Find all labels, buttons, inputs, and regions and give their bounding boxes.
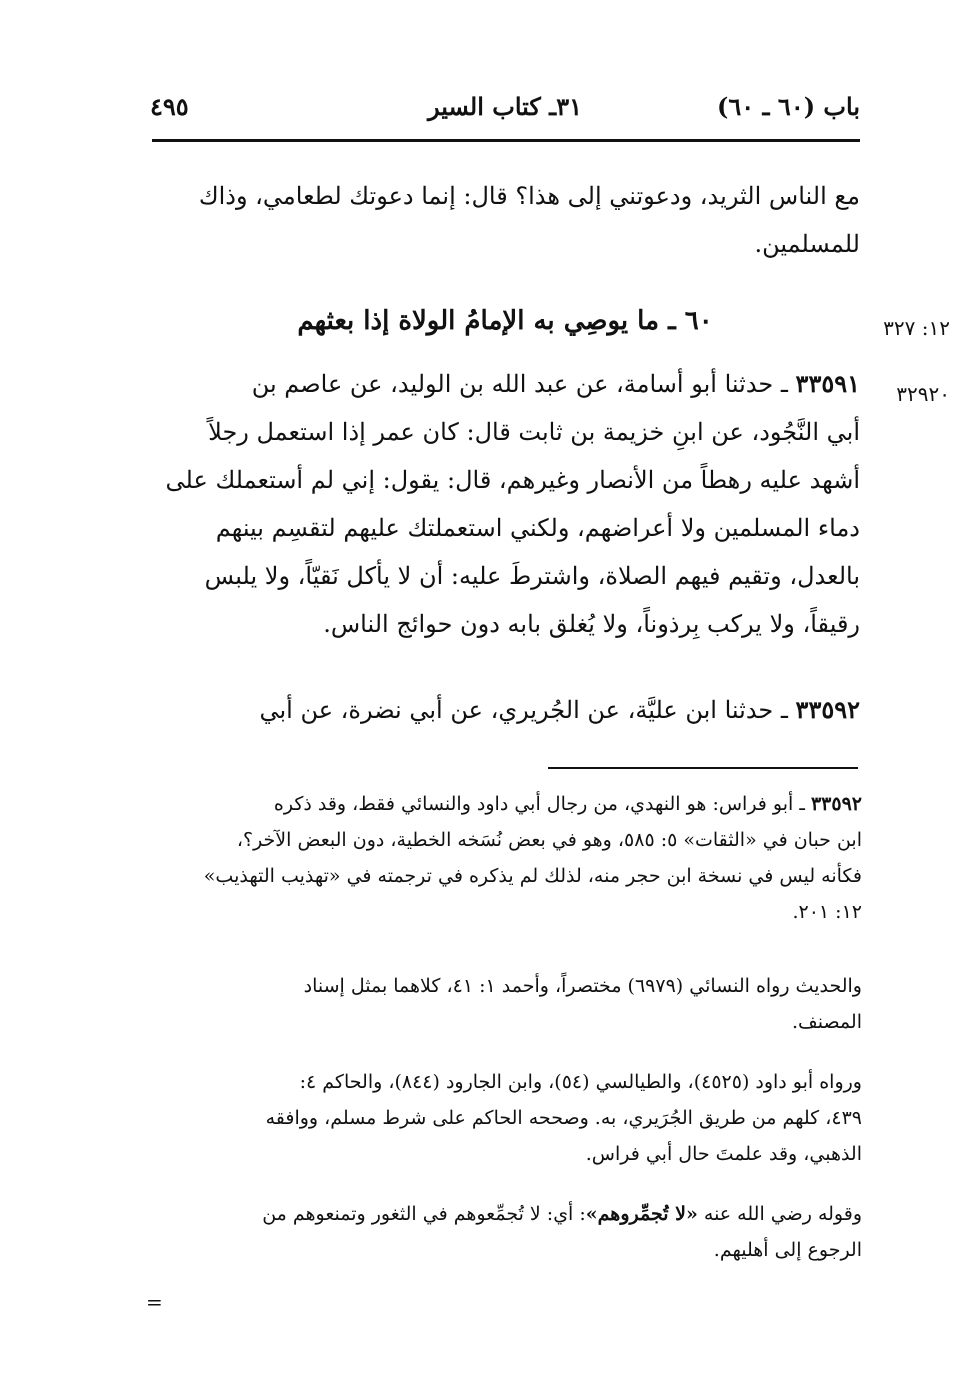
text-fragment: : أي: لا تُجمِّعوهم في الثغور وتمنعوهم من [262,1203,586,1225]
footnote-line [150,1196,862,1232]
chapter-margin-reference: ١٢: ٣٢٧ [883,316,950,340]
hadith-number: ٣٣٥٩١ [795,369,860,398]
text-fragment: ـ حدثنا أبو أسامة، عن عبد الله بن الوليد، عن عاصم بن [251,370,796,398]
hadith-paragraph [150,360,860,648]
text-line: للمسلمين. [754,230,860,258]
header-chapter-range: باب (٦٠ ـ ٦٠) [717,92,860,121]
footnote [150,1064,862,1172]
header-book-title: ٣١ـ كتاب السير [428,92,582,121]
text-line: بالعدل، وتقيم فيهم الصلاة، واشترطَ عليه: أن لا يأكل نَقيّاً، ولا يلبس [204,562,860,590]
hadith-paragraph [150,686,860,734]
quoted-phrase: «لا تُجمِّروهم» [585,1203,698,1225]
footnote-line: فكأنه ليس في نسخة ابن حجر منه، لذلك لم يذكره في ترجمته في «تهذيب التهذيب» [203,865,862,887]
footnote [150,1196,862,1268]
text-line: أشهد عليه رهطاً من الأنصار وغيرهم، قال: يقول: إني لم أستعملك على [165,466,860,494]
text-line [150,686,860,734]
footnote [150,968,862,1040]
footnote-separator [548,767,858,769]
footnote-line: ابن حبان في «الثقات» ٥: ٥٨٥، وهو في بعض نُسَخه الخطية، دون البعض الآخر؟، [236,829,862,851]
text-fragment: ـ أبو فراس: هو النهدي، من رجال أبي داود والنسائي فقط، وقد ذكره [273,793,811,815]
footnote-line [150,786,862,822]
text-line: دماء المسلمين ولا أعراضهم، ولكني استعملتك عليهم لتقسِم بينهم [215,514,860,542]
header-rule [152,139,860,142]
footnote-line: والحديث رواه النسائي (٦٩٧٩) مختصراً، وأحمد ١: ٤١، كلاهما بمثل إسناد [303,975,862,997]
text-fragment: وقوله رضي الله عنه [697,1203,862,1225]
footnote-line: ١٢: ٢٠١. [792,901,862,923]
hadith-number: ٣٣٥٩٢ [795,695,860,724]
footnote [150,786,862,930]
chapter-heading: ٦٠ ـ ما يوصِي به الإمامُ الولاة إذا بعثهم [297,306,713,336]
footnote-line: ٤٣٩، كلهم من طريق الجُرَيري، به. وصححه الحاكم على شرط مسلم، ووافقه [265,1107,862,1129]
intro-paragraph [150,172,860,268]
hadith-margin-reference: ٣٢٩٢٠ [896,382,950,406]
text-fragment: ـ حدثنا ابن عليَّة، عن الجُريري، عن أبي نضرة، عن أبي [259,696,796,724]
text-line: أبي النَّجُود، عن ابنِ خزيمة بن ثابت قال: كان عمر إذا استعمل رجلاً [208,418,860,446]
footnote-line: ورواه أبو داود (٤٥٢٥)، والطيالسي (٥٤)، وابن الجارود (٨٤٤)، والحاكم ٤: [299,1071,862,1093]
continuation-mark: = [146,1290,163,1314]
footnote-line: المصنف. [792,1011,862,1033]
text-line [150,360,860,408]
footnote-line: الذهبي، وقد علمتَ حال أبي فراس. [585,1143,862,1165]
footnote-number: ٣٣٥٩٢ [810,793,862,815]
text-line: رقيقاً، ولا يركب بِرذوناً، ولا يُغلق بابه دون حوائج الناس. [323,610,860,638]
text-line: مع الناس الثريد، ودعوتني إلى هذا؟ قال: إنما دعوتك لطعامي، وذاك [198,182,860,210]
footnote-line: الرجوع إلى أهليهم. [713,1239,862,1261]
header-page-number: ٤٩٥ [150,92,189,121]
running-header [150,92,860,132]
